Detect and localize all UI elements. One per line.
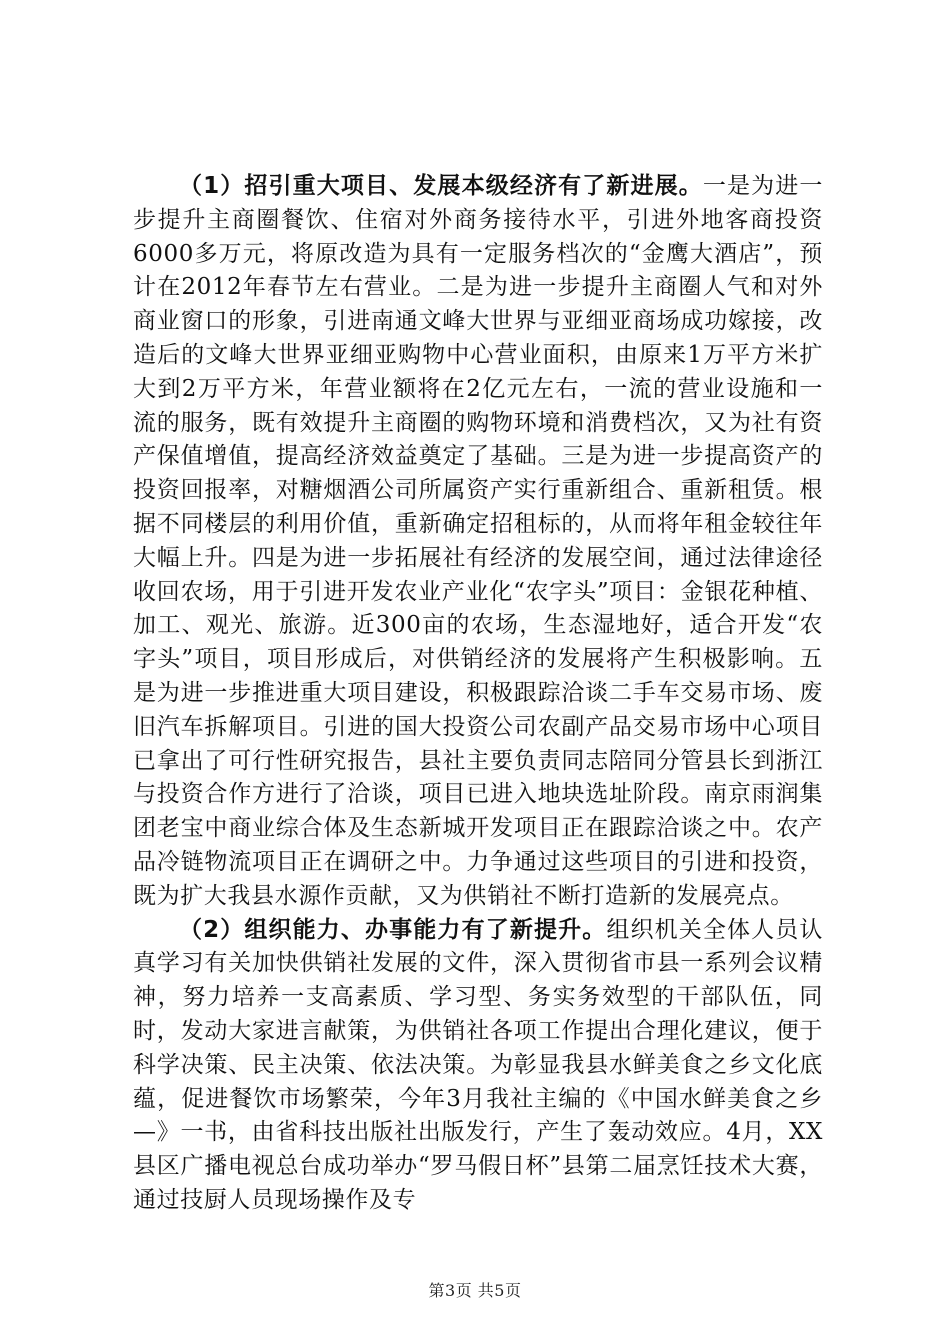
paragraph-2-heading: （2）组织能力、办事能力有了新提升。 <box>179 916 607 943</box>
paragraph-1-text: 一是为进一步提升主商圈餐饮、住宿对外商务接待水平，引进外地客商投资6000多万元，将原改造为具有一定服务档次的“金鹰大酒店”，预计在2012年春节左右营业。二是为进一步提升主商圈人气和对外商业窗口的形象，引进南通文峰大世界与亚细亚商场成功嫁接，改造后的文峰大世界亚细亚购物中心营业面积，由原来1万平方米扩大到2万平方米，年营业额将在2亿元左右，一流的营业设施和一流的服务，既有效提升主商圈的购物环境和消费档次，又为社有资产保值增值，提高经济效益奠定了基础。三是为进一步提高资产的投资回报率，对糖烟酒公司所属资产实行重新组合、重新租赁。根据不同楼层的利用价值，重新确定招租标的，从而将年租金较往年大幅上升。四是为进一步拓展社有经济的发展空间，通过法律途径收回农场，用于引进开发农业产业化“农字头”项目：金银花种植、加工、观光、旅游。近300亩的农场，生态湿地好，适合开发“农字头”项目，项目形成后，对供销经济的发展将产生积极影响。五是为进一步推进重大项目建设，积极跟踪洽谈二手车交易市场、废旧汽车拆解项目。引进的国大投资公司农副产品交易市场中心项目已拿出了可行性研究报告，县社主要负责同志陪同分管县长到浙江与投资合作方进行了洽谈，项目已进入地块选址阶段。南京雨润集团老宝中商业综合体及生态新城开发项目正在跟踪洽谈之中。农产品冷链物流项目正在调研之中。力争通过这些项目的引进和投资，既为扩大我县水源作贡献，又为供销社不断打造新的发展亮点。 <box>133 173 823 909</box>
paragraph-2 <box>133 914 823 1218</box>
paragraph-1 <box>133 170 823 914</box>
page-footer: 第3页 共5页 <box>428 1281 522 1300</box>
paragraph-2-text: 组织机关全体人员认真学习有关加快供销社发展的文件，深入贯彻省市县一系列会议精神，努力培养一支高素质、学习型、务实务效型的干部队伍，同时，发动大家进言献策，为供销社各项工作提出合理化建议，便于科学决策、民主决策、依法决策。为彰显我县水鲜美食之乡文化底蕴，促进餐饮市场繁荣，今年3月我社主编的《中国水鲜美食之乡—》一书，由省科技出版社出版发行，产生了轰动效应。4月，XX县区广播电视总台成功举办“罗马假日杯”县第二届烹饪技术大赛，通过技厨人员现场操作及专 <box>133 916 823 1213</box>
document-body <box>133 170 823 1218</box>
paragraph-1-heading: （1）招引重大项目、发展本级经济有了新进展。 <box>179 173 703 199</box>
